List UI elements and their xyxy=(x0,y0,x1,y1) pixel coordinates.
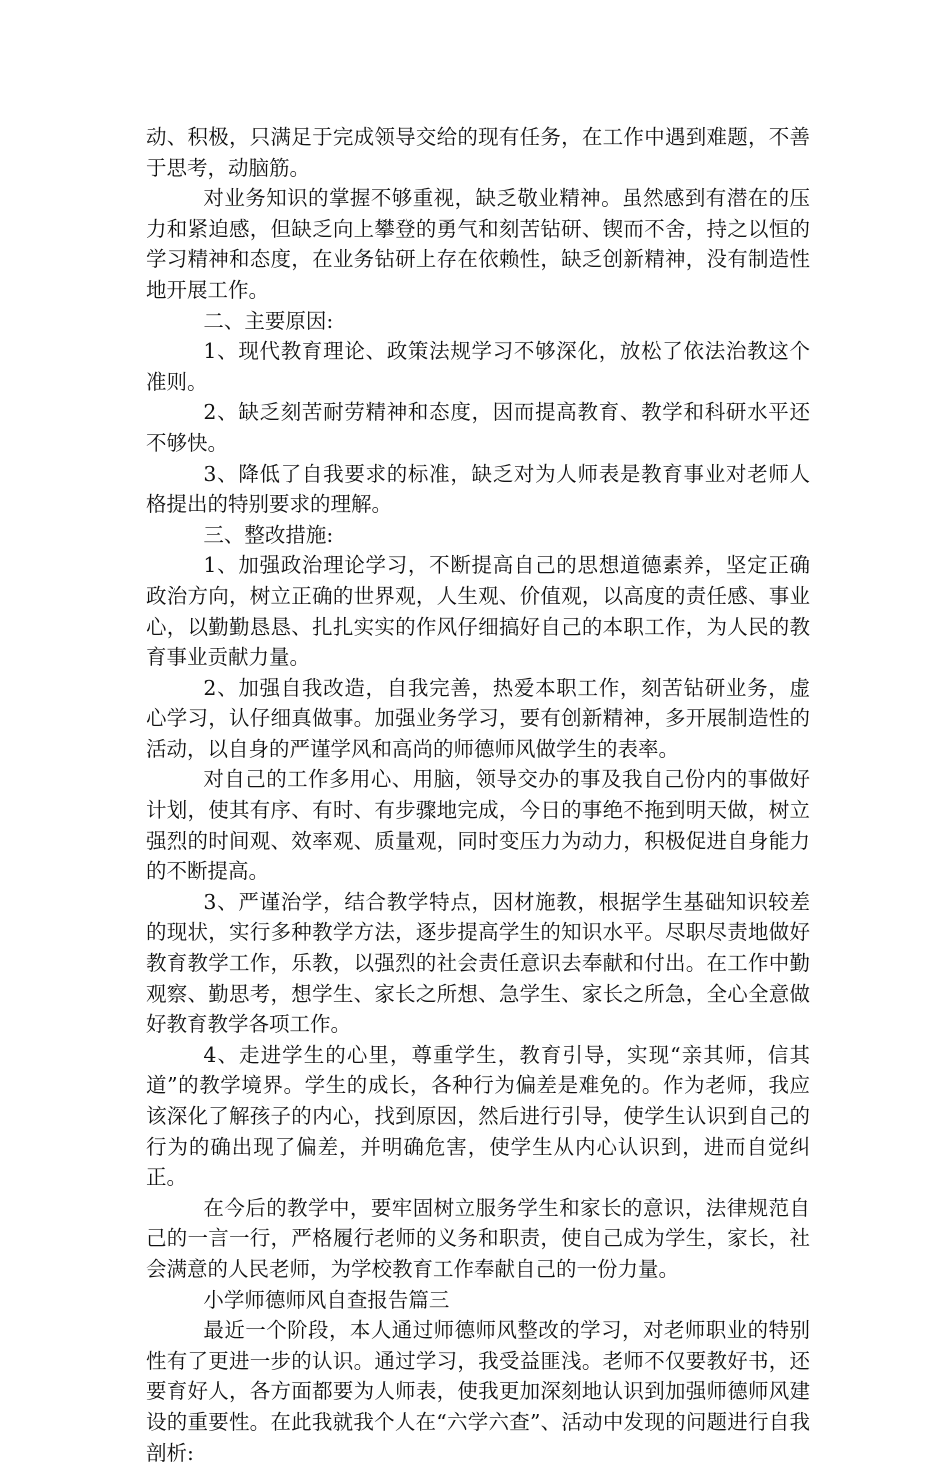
paragraph-work-planning: 对自己的工作多用心、用脑，领导交办的事及我自己份内的事做好计划，使其有序、有时、有步骤地完成，今日的事绝不拖到明天做，树立强烈的时间观、效率观、质量观，同时变压力为动力，积极促进自身能力的不断提高。 xyxy=(146,767,810,884)
paragraph-measure-3: 3、严谨治学，结合教学特点，因材施教，根据学生基础知识较差的现状，实行多种教学方法，逐步提高学生的知识水平。尽职尽责地做好教育教学工作，乐教，以强烈的社会责任意识去奉献和付出。在工作中勤观察、勤思考，想学生、家长之所想、急学生、家长之所急，全心全意做好教育教学各项工作。 xyxy=(146,889,810,1037)
paragraph-measure-2: 2、加强自我改造，自我完善，热爱本职工作，刻苦钻研业务，虚心学习，认仔细真做事。加强业务学习，要有创新精神，多开展制造性的活动，以自身的严谨学风和高尚的师德师风做学生的表率。 xyxy=(146,675,810,761)
heading-report-part-three: 小学师德师风自查报告篇三 xyxy=(203,1287,450,1312)
paragraph-continued: 动、积极，只满足于完成领导交给的现有任务，在工作中遇到难题，不善于思考，动脑筋。 xyxy=(146,125,810,180)
paragraph-work-attitude: 对业务知识的掌握不够重视，缺乏敬业精神。虽然感到有潜在的压力和紧迫感，但缺乏向上攀登的勇气和刻苦钻研、锲而不舍，持之以恒的学习精神和态度，在业务钻研上存在依赖性，缺乏创新精神，没有制造性地开展工作。 xyxy=(146,186,810,302)
paragraph-reason-3: 3、降低了自我要求的标准，缺乏对为人师表是教育事业对老师人格提出的特别要求的理解。 xyxy=(146,461,810,517)
paragraph-reason-2: 2、缺乏刻苦耐劳精神和态度，因而提高教育、教学和科研水平还不够快。 xyxy=(146,400,810,455)
paragraph-self-analysis-intro: 最近一个阶段，本人通过师德师风整改的学习，对老师职业的特别性有了更进一步的认识。通过学习，我受益匪浅。老师不仅要教好书，还要育好人，各方面都要为人师表，使我更加深刻地认识到加强师德师风建设的重要性。在此我就我个人在“六学六查”、活动中发现的问题进行自我剖析: xyxy=(146,1318,810,1465)
document-body xyxy=(146,122,810,1468)
heading-rectification-measures: 三、整改措施: xyxy=(203,522,334,547)
paragraph-measure-1: 1、加强政治理论学习，不断提高自己的思想道德素养，坚定正确政治方向，树立正确的世界观，人生观、价值观，以高度的责任感、事业心，以勤勤恳恳、扎扎实实的作风仔细搞好自己的本职工作，为人民的教育事业贡献力量。 xyxy=(146,553,810,670)
heading-main-reasons: 二、主要原因: xyxy=(203,308,334,333)
paragraph-measure-4: 4、走进学生的心里，尊重学生，教育引导，实现“亲其师，信其道”的教学境界。学生的成长，各种行为偏差是难免的。作为老师，我应该深化了解孩子的内心，找到原因，然后进行引导，使学生认识到自己的行为的确出现了偏差，并明确危害，使学生从内心认识到，进而自觉纠正。 xyxy=(146,1042,810,1190)
paragraph-future-teaching: 在今后的教学中，要牢固树立服务学生和家长的意识，法律规范自己的一言一行，严格履行老师的义务和职责，使自己成为学生，家长，社会满意的人民老师，为学校教育工作奉献自己的一份力量。 xyxy=(146,1195,810,1281)
paragraph-reason-1: 1、现代教育理论、政策法规学习不够深化，放松了依法治教这个准则。 xyxy=(146,339,810,394)
